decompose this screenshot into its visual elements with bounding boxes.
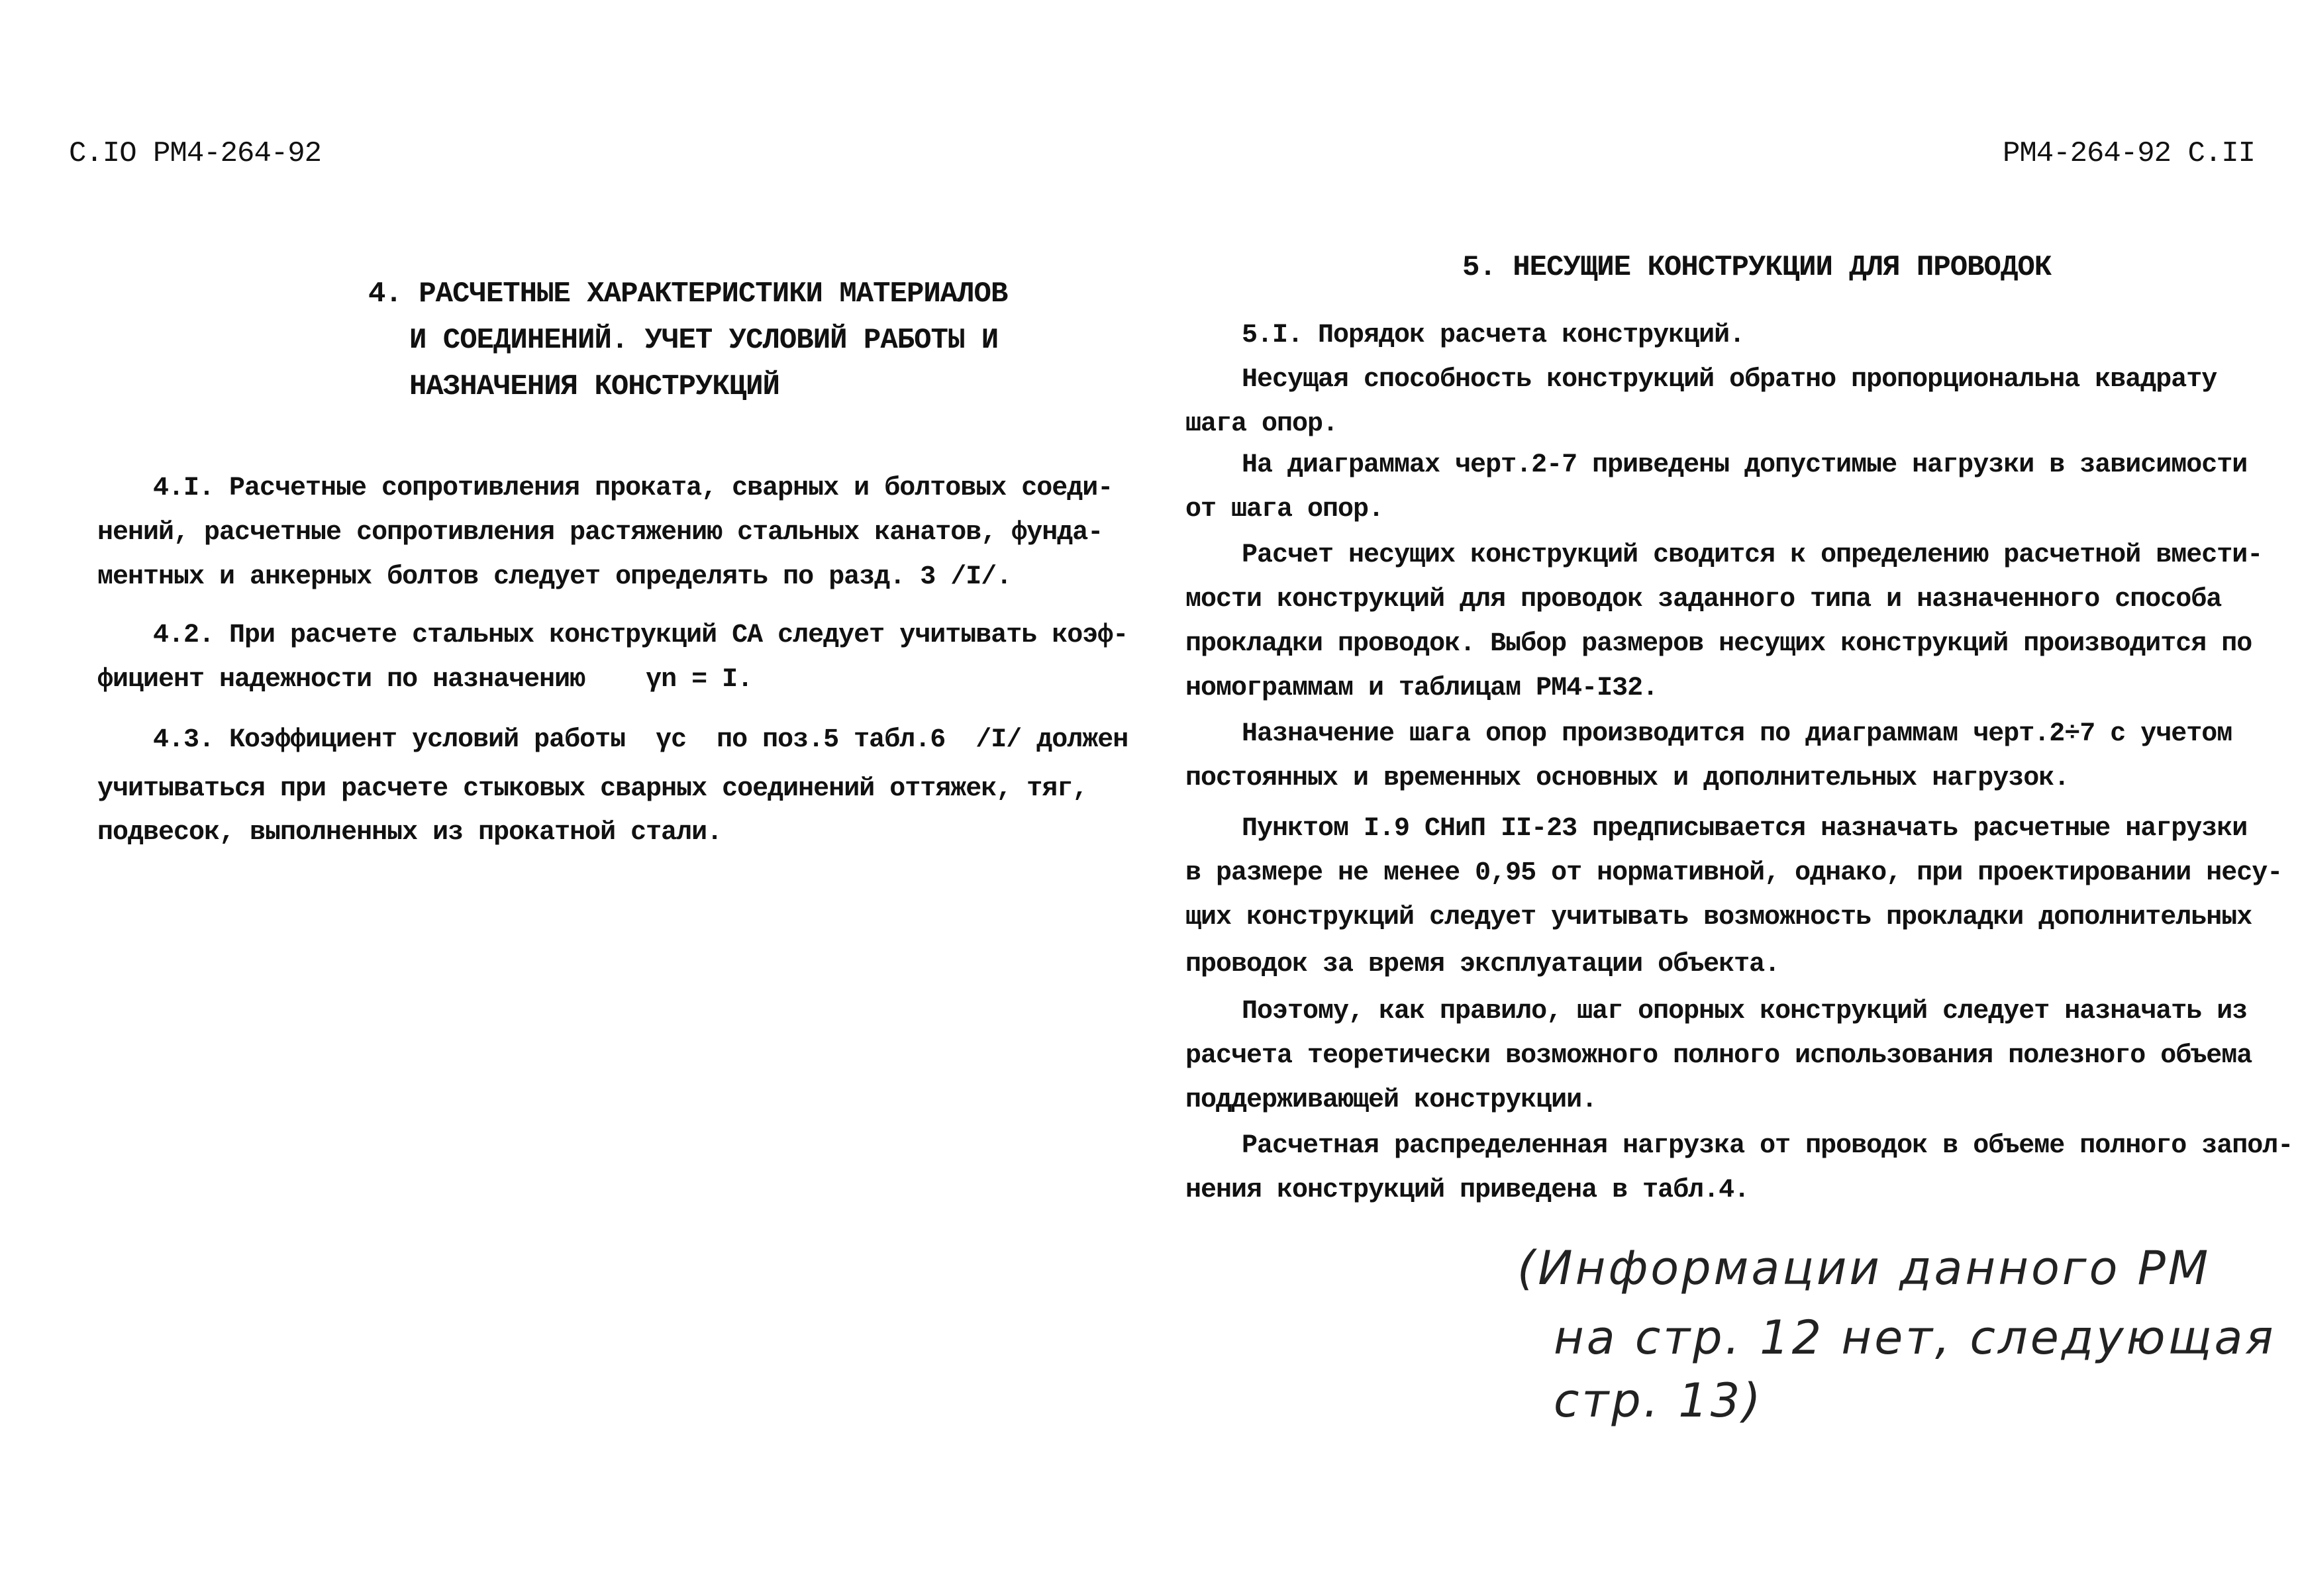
paragraph-line: поддерживающей конструкции. (1185, 1085, 1597, 1115)
handwritten-note-line: стр. 13) (1554, 1373, 1764, 1428)
paragraph-line: учитываться при расчете стыковых сварных соединений оттяжек, тяг, (97, 774, 1088, 804)
paragraph-line: шага опор. (1185, 409, 1338, 439)
page-header-right: РМ4-264-92 С.II (2003, 137, 2256, 170)
page-header-left: С.IO РМ4-264-92 (69, 137, 322, 170)
paragraph-line: Поэтому, как правило, шаг опорных конструкций следует назначать из (1242, 997, 2248, 1026)
paragraph-line: мости конструкций для проводок заданного типа и назначенного способа (1185, 585, 2222, 615)
section-title-line: НАЗНАЧЕНИЯ КОНСТРУКЦИЙ (409, 370, 779, 403)
handwritten-note-line: на стр. 12 нет, следующая (1554, 1311, 2276, 1365)
paragraph-line: На диаграммах черт.2-7 приведены допустимые нагрузки в зависимости (1242, 450, 2248, 480)
paragraph-line: от шага опор. (1185, 495, 1384, 524)
paragraph-line: Расчет несущих конструкций сводится к определению расчетной вмести- (1242, 540, 2263, 570)
handwritten-note-line: (Информации данного РМ (1517, 1241, 2211, 1295)
section-title-line: 4. РАСЧЕТНЫЕ ХАРАКТЕРИСТИКИ МАТЕРИАЛОВ (368, 277, 1008, 311)
paragraph-line: 5.I. Порядок расчета конструкций. (1242, 321, 1745, 350)
paragraph-line: нения конструкций приведена в табл.4. (1185, 1175, 1750, 1205)
paragraph-line: фициент надежности по назначению γn = I. (97, 665, 753, 695)
paragraph-line: Назначение шага опор производится по диаграммам черт.2÷7 с учетом (1242, 719, 2232, 749)
paragraph-line: прокладки проводок. Выбор размеров несущих конструкций производится по (1185, 629, 2252, 659)
paragraph-line: щих конструкций следует учитывать возможность прокладки дополнительных (1185, 903, 2252, 932)
section-title-line: И СОЕДИНЕНИЙ. УЧЕТ УСЛОВИЙ РАБОТЫ И (409, 324, 999, 357)
paragraph-line: нений, расчетные сопротивления растяжению стальных канатов, фунда- (97, 518, 1103, 548)
section-title: 5. НЕСУЩИЕ КОНСТРУКЦИИ ДЛЯ ПРОВОДОК (1462, 251, 2052, 284)
paragraph-line: Расчетная распределенная нагрузка от проводок в объеме полного запол- (1242, 1131, 2293, 1161)
paragraph-line: номограммам и таблицам РМ4-I32. (1185, 673, 1658, 703)
paragraph-line: ментных и анкерных болтов следует определять по разд. 3 /I/. (97, 562, 1012, 592)
paragraph-line: в размере не менее 0,95 от нормативной, однако, при проектировании несу- (1185, 858, 2283, 888)
paragraph-line: Пунктом I.9 СНиП II-23 предписывается назначать расчетные нагрузки (1242, 814, 2248, 844)
paragraph-line: Несущая способность конструкций обратно пропорциональна квадрату (1242, 365, 2217, 395)
paragraph-line: проводок за время эксплуатации объекта. (1185, 950, 1780, 979)
paragraph-line: постоянных и временных основных и дополнительных нагрузок. (1185, 764, 2070, 793)
paragraph-line: 4.3. Коэффициент условий работы γc по поз.5 табл.6 /I/ должен (153, 725, 1128, 755)
paragraph-line: 4.I. Расчетные сопротивления проката, сварных и болтовых соеди- (153, 474, 1113, 503)
paragraph-line: подвесок, выполненных из прокатной стали. (97, 818, 723, 848)
paragraph-line: 4.2. При расчете стальных конструкций СА следует учитывать коэф- (153, 621, 1128, 650)
paragraph-line: расчета теоретически возможного полного использования полезного объема (1185, 1041, 2252, 1071)
